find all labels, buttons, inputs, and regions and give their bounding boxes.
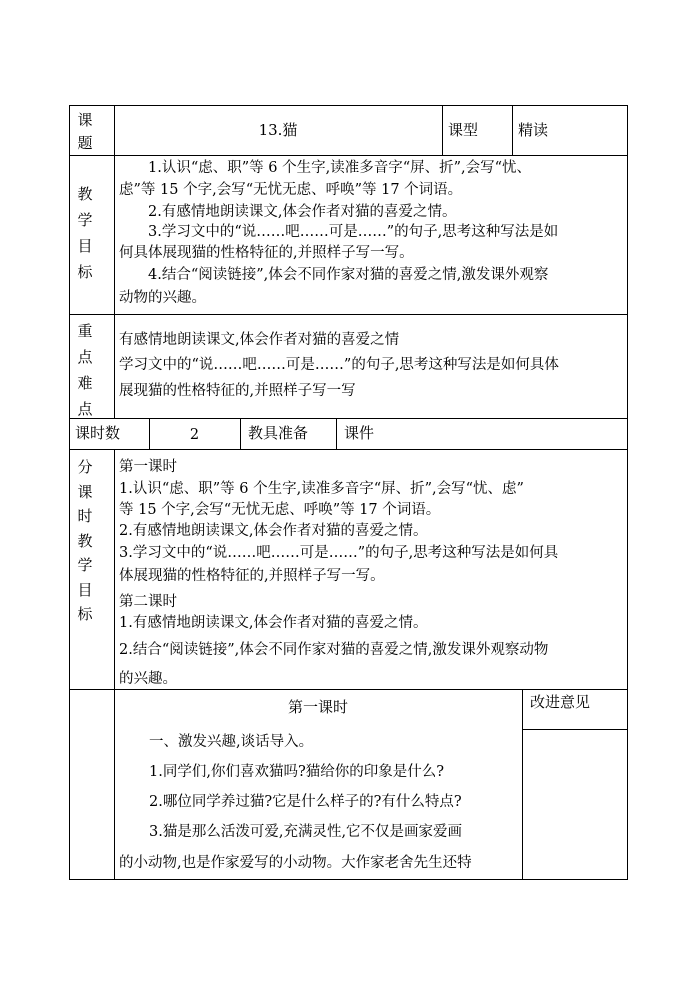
process-line: 一、激发兴趣,谈话导入。 xyxy=(149,734,314,750)
process-line: 2.哪位同学养过猫?它是什么样子的?有什么特点? xyxy=(149,794,462,810)
label-char: 时 xyxy=(77,507,93,525)
table-line-row5-bottom xyxy=(69,689,628,690)
table-label-column-line-top xyxy=(114,105,115,419)
table-line-side-column xyxy=(522,689,523,880)
table-border-top xyxy=(69,105,628,106)
hours-label: 课时数 xyxy=(75,424,121,442)
label-char: 重 xyxy=(77,322,93,340)
table-line-row2-bottom xyxy=(69,314,628,315)
lesson-objective-line: 体展现猫的性格特征的,并照样子写一写。 xyxy=(119,568,385,584)
table-line-row3-bottom xyxy=(69,418,628,419)
objective-line: 动物的兴趣。 xyxy=(119,290,206,306)
row5-label xyxy=(75,455,95,627)
lesson-objective-line: 2.有感情地朗读课文,体会作者对猫的喜爱之情。 xyxy=(119,523,428,539)
key-point-line: 展现猫的性格特征的,并照样子写一写 xyxy=(119,383,356,399)
label-char: 学 xyxy=(77,556,93,574)
table-border-right xyxy=(627,105,628,880)
label-char: 教 xyxy=(77,185,93,203)
lesson-objective-line: 等 15 个字,会写“无忧无虑、呼唤”等 17 个词语。 xyxy=(119,502,441,518)
table-line-row4-b xyxy=(240,418,241,450)
label-char: 标 xyxy=(77,263,93,281)
objective-line: 4.结合“阅读链接”,体会不同作家对猫的喜爱之情,激发课外观察 xyxy=(148,267,549,283)
process-heading: 第一课时 xyxy=(287,698,348,716)
materials-value: 课件 xyxy=(344,424,375,442)
table-border-left xyxy=(69,105,70,880)
label-char: 难 xyxy=(77,374,93,392)
table-line-row4-c xyxy=(336,418,337,450)
table-label-column-line-bottom xyxy=(114,449,115,880)
table-line-row1-bottom xyxy=(69,155,628,156)
label-char: 题 xyxy=(77,134,93,152)
process-line: 3.猫是那么活泼可爱,充满灵性,它不仅是画家爱画 xyxy=(149,824,463,840)
lesson-type-value: 精读 xyxy=(518,121,549,139)
table-line-row4-bottom xyxy=(69,449,628,450)
materials-label: 教具准备 xyxy=(248,424,309,442)
key-point-line: 有感情地朗读课文,体会作者对猫的喜爱之情 xyxy=(119,332,400,348)
objective-line: 2.有感情地朗读课文,体会作者对猫的喜爱之情。 xyxy=(148,204,457,220)
label-char: 分 xyxy=(77,458,93,476)
lesson-objective-line: 3.学习文中的“说……吧……可是……”的句子,思考这种写法是如何具 xyxy=(119,545,559,561)
label-char: 教 xyxy=(77,531,93,550)
hours-value: 2 xyxy=(189,427,200,443)
objective-line: 虑”等 15 个字,会写“无忧无虑、呼唤”等 17 个词语。 xyxy=(119,182,463,198)
lesson-heading: 第二课时 xyxy=(119,594,177,610)
table-line-row1-type xyxy=(442,105,443,156)
label-char: 课 xyxy=(77,482,93,501)
process-line: 1.同学们,你们喜欢猫吗?猫给你的印象是什么? xyxy=(149,764,444,780)
lesson-title: 13.猫 xyxy=(258,121,298,139)
label-char: 课 xyxy=(77,111,93,129)
label-char: 标 xyxy=(77,605,93,623)
label-char: 学 xyxy=(77,211,93,229)
label-char: 点 xyxy=(77,348,93,366)
objective-line: 3.学习文中的“说……吧……可是……”的句子,思考这种写法是如 xyxy=(148,224,559,240)
table-line-row1-value xyxy=(512,105,513,156)
label-char: 目 xyxy=(77,580,93,599)
lesson-heading: 第一课时 xyxy=(119,459,177,475)
objective-line: 何具体展现猫的性格特征的,并照样子写一写。 xyxy=(119,245,414,261)
lesson-objective-line: 2.结合“阅读链接”,体会不同作家对猫的喜爱之情,激发课外观察动物 xyxy=(119,642,549,658)
key-point-line: 学习文中的“说……吧……可是……”的句子,思考这种写法是如何具体 xyxy=(119,357,559,373)
label-char: 点 xyxy=(77,400,93,418)
label-char: 目 xyxy=(77,237,93,255)
objective-line: 1.认识“虑、职”等 6 个生字,读准多音字“屏、折”,会写“忧、 xyxy=(148,160,532,176)
row1-label xyxy=(75,109,95,155)
row2-label xyxy=(75,181,95,285)
lesson-type-label: 课型 xyxy=(448,121,479,139)
lesson-objective-line: 的兴趣。 xyxy=(119,671,177,687)
row3-label xyxy=(75,318,95,422)
table-line-side-header-bottom xyxy=(522,729,628,730)
table-border-bottom xyxy=(69,879,628,880)
improvement-label: 改进意见 xyxy=(530,693,591,711)
lesson-objective-line: 1.认识“虑、职”等 6 个生字,读准多音字“屏、折”,会写“忧、虑” xyxy=(119,481,524,497)
process-line: 的小动物,也是作家爱写的小动物。大作家老舍先生还特 xyxy=(119,855,472,871)
lesson-objective-line: 1.有感情地朗读课文,体会作者对猫的喜爱之情。 xyxy=(119,615,428,631)
